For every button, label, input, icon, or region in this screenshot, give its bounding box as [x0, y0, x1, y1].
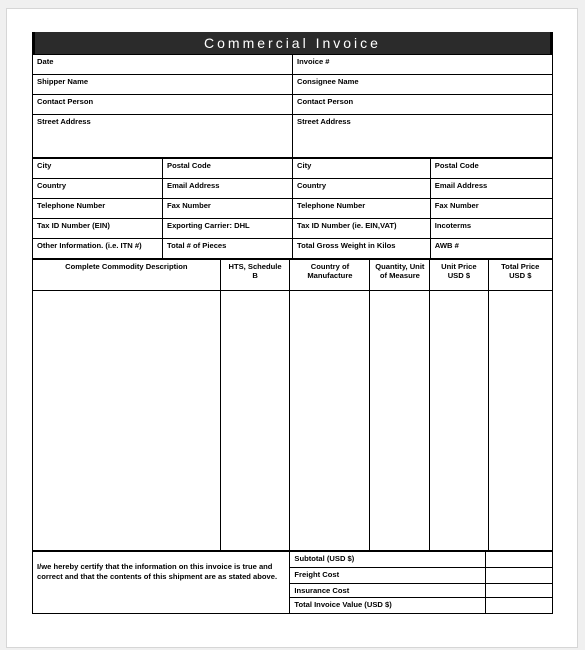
col-header-total-price: Total Price USD $ — [488, 260, 553, 291]
shipper-city-field[interactable]: City — [33, 159, 163, 179]
shipper-contact-field[interactable]: Contact Person — [33, 95, 293, 115]
subtotal-label: Subtotal (USD $) — [290, 552, 486, 568]
col-header-hts: HTS, Schedule B — [220, 260, 290, 291]
awb-field[interactable]: AWB # — [430, 239, 552, 259]
date-field[interactable]: Date — [33, 55, 293, 75]
shipper-email-field[interactable]: Email Address — [163, 179, 293, 199]
freight-cost-value[interactable] — [485, 568, 552, 584]
consignee-city-field[interactable]: City — [293, 159, 431, 179]
shipper-phone-field[interactable]: Telephone Number — [33, 199, 163, 219]
consignee-fax-field[interactable]: Fax Number — [430, 199, 552, 219]
subtotal-value[interactable] — [485, 552, 552, 568]
consignee-postal-field[interactable]: Postal Code — [430, 159, 552, 179]
consignee-contact-field[interactable]: Contact Person — [293, 95, 553, 115]
shipper-name-field[interactable]: Shipper Name — [33, 75, 293, 95]
consignee-street-field[interactable]: Street Address — [293, 115, 553, 158]
other-information-field[interactable]: Other Information. (i.e. ITN #) — [33, 239, 163, 259]
col-header-quantity: Quantity, Unit of Measure — [370, 260, 430, 291]
incoterms-field[interactable]: Incoterms — [430, 219, 552, 239]
document-page — [6, 8, 578, 648]
col-header-country: Country of Manufacture — [290, 260, 370, 291]
consignee-email-field[interactable]: Email Address — [430, 179, 552, 199]
unit-price-cell[interactable] — [430, 291, 488, 551]
shipper-postal-field[interactable]: Postal Code — [163, 159, 293, 179]
freight-cost-label: Freight Cost — [290, 568, 486, 584]
description-cell[interactable] — [33, 291, 221, 551]
totals-table — [32, 551, 553, 614]
exporting-carrier-field[interactable]: Exporting Carrier: DHL — [163, 219, 293, 239]
certification-statement: I/we hereby certify that the information on this invoice is true and correct and that the contents of this shipment are as stated above. — [33, 552, 290, 614]
hts-cell[interactable] — [220, 291, 290, 551]
quantity-cell[interactable] — [370, 291, 430, 551]
shipper-fax-field[interactable]: Fax Number — [163, 199, 293, 219]
total-invoice-value[interactable] — [485, 598, 552, 614]
col-header-description: Complete Commodity Description — [33, 260, 221, 291]
country-cell[interactable] — [290, 291, 370, 551]
address-fields-table — [32, 158, 553, 259]
shipper-street-field[interactable]: Street Address — [33, 115, 293, 158]
consignee-name-field[interactable]: Consignee Name — [293, 75, 553, 95]
total-invoice-value-label: Total Invoice Value (USD $) — [290, 598, 486, 614]
consignee-country-field[interactable]: Country — [293, 179, 431, 199]
header-fields-table — [32, 54, 553, 158]
total-price-cell[interactable] — [488, 291, 553, 551]
shipper-country-field[interactable]: Country — [33, 179, 163, 199]
commercial-invoice-form — [32, 32, 553, 614]
total-pieces-field[interactable]: Total # of Pieces — [163, 239, 293, 259]
consignee-phone-field[interactable]: Telephone Number — [293, 199, 431, 219]
invoice-number-field[interactable]: Invoice # — [293, 55, 553, 75]
shipper-taxid-field[interactable]: Tax ID Number (EIN) — [33, 219, 163, 239]
gross-weight-field[interactable]: Total Gross Weight in Kilos — [293, 239, 431, 259]
invoice-title: Commercial Invoice — [32, 32, 553, 54]
consignee-taxid-field[interactable]: Tax ID Number (ie. EIN,VAT) — [293, 219, 431, 239]
col-header-unit-price: Unit Price USD $ — [430, 260, 488, 291]
commodity-table — [32, 259, 553, 551]
insurance-cost-label: Insurance Cost — [290, 584, 486, 598]
insurance-cost-value[interactable] — [485, 584, 552, 598]
